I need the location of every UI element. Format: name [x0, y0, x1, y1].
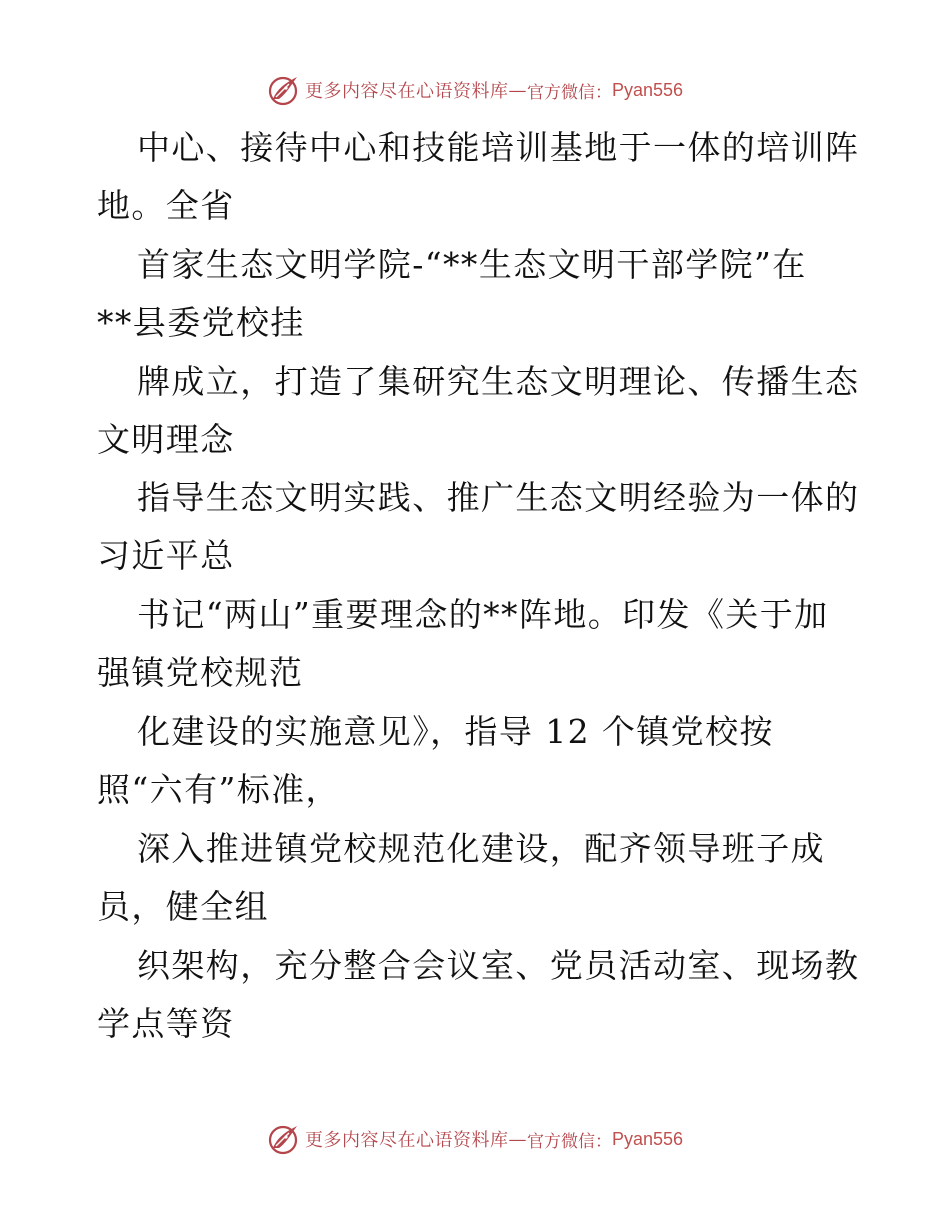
header-wechat-id: Pyan556 [611, 79, 684, 100]
footer-separator: — [508, 1128, 527, 1150]
footer-brand-text: 更多内容尽在心语资料库 [304, 1130, 509, 1151]
body-line: 首家生态文明学院-“**生态文明干部学院”在 [137, 245, 807, 284]
header-wechat-label: 官方微信： [526, 82, 612, 103]
body-line: 牌成立，打造了集研究生态文明理论、传播生态 [137, 362, 860, 401]
body-line: 学点等资 [97, 1004, 235, 1043]
body-line: 织架构，充分整合会议室、党员活动室、现场教 [137, 946, 860, 985]
footer-wechat-id: Pyan556 [611, 1128, 684, 1149]
pen-nib-logo-icon [267, 73, 301, 107]
body-line: 员，健全组 [97, 887, 269, 926]
body-line: 照“六有”标准， [97, 770, 340, 809]
body-line: 习近平总 [97, 536, 235, 575]
page-footer [0, 1119, 950, 1159]
body-line: **县委党校挂 [97, 303, 305, 342]
body-line: 中心、接待中心和技能培训基地于一体的培训阵 [137, 128, 860, 167]
body-line: 深入推进镇党校规范化建设，配齐领导班子成 [137, 829, 825, 868]
pen-nib-logo-icon [267, 1122, 301, 1156]
page-header [0, 70, 950, 110]
header-brand-text: 更多内容尽在心语资料库 [304, 81, 509, 102]
header-separator: — [508, 79, 527, 101]
body-line: 书记“两山”重要理念的**阵地。印发《关于加 [137, 595, 829, 634]
body-line: 指导生态文明实践、推广生态文明经验为一体的 [137, 478, 860, 517]
body-line: 地。全省 [97, 186, 235, 225]
body-line: 文明理念 [97, 420, 235, 459]
footer-wechat-label: 官方微信： [526, 1131, 612, 1152]
body-line: 强镇党校规范 [97, 653, 304, 692]
body-line: 化建设的实施意见》，指导 12 个镇党校按 [137, 712, 774, 751]
